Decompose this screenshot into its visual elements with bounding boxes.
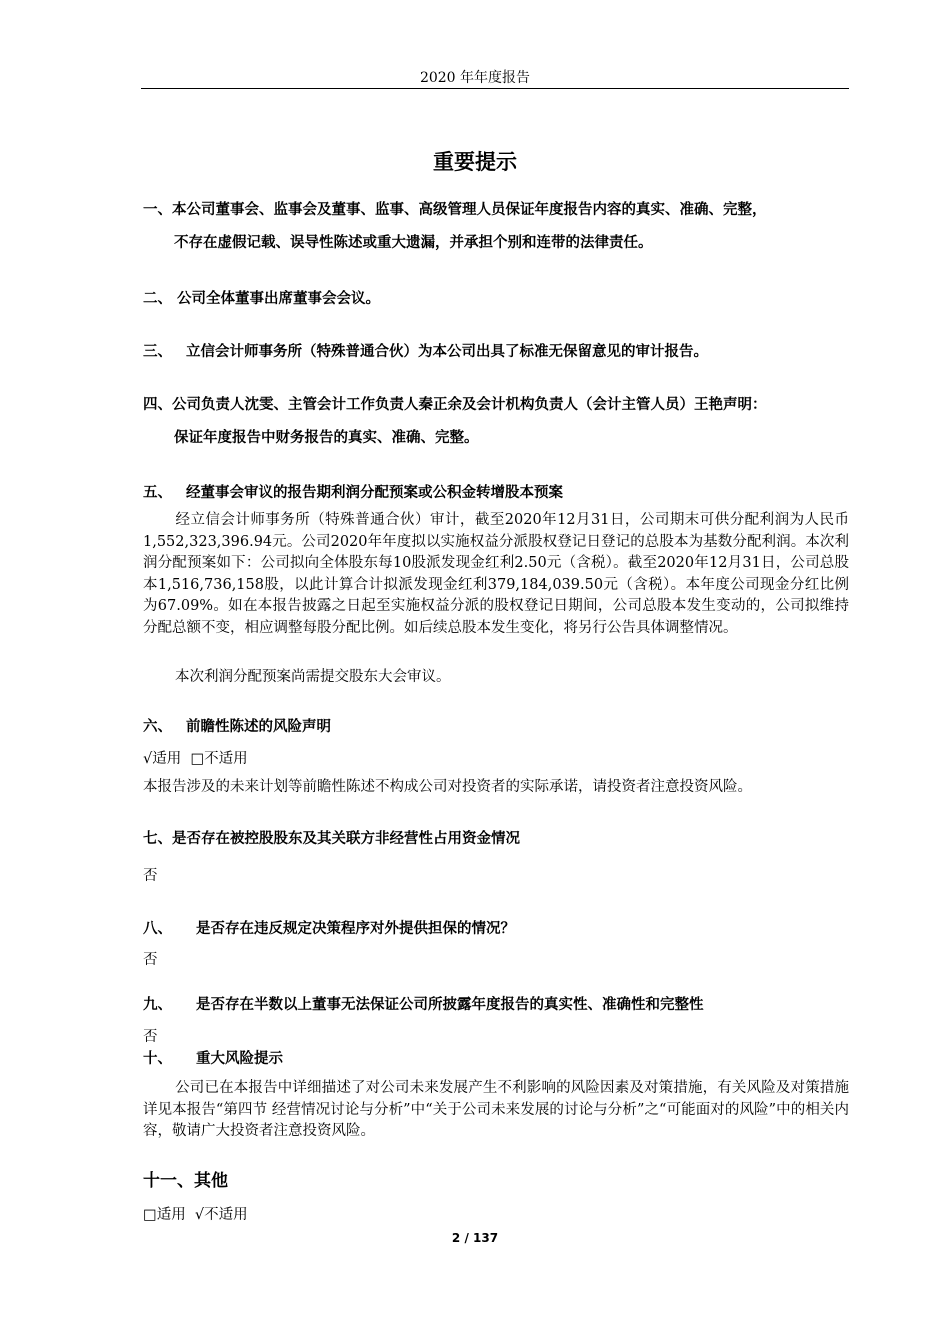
section-6-body: 本报告涉及的未来计划等前瞻性陈述不构成公司对投资者的实际承诺，请投资者注意投资风险。 <box>143 779 752 795</box>
section-10-body <box>143 1078 849 1143</box>
section-2-heading: 二、 公司全体董事出席董事会会议。 <box>143 291 381 307</box>
section-11-heading: 十一、其他 <box>143 1171 228 1191</box>
section-8-answer: 否 <box>143 952 158 968</box>
section-6-applicability: √适用 □不适用 <box>143 751 248 767</box>
page-title: 重要提示 <box>433 150 517 174</box>
section-4-line-2: 保证年度报告中财务报告的真实、准确、完整。 <box>174 430 479 446</box>
section-7-heading: 七、是否存在被控股股东及其关联方非经营性占用资金情况 <box>143 831 520 847</box>
section-5-body-2: 本次利润分配预案尚需提交股东大会审议。 <box>175 669 451 685</box>
section-11-applicability: □适用 √不适用 <box>143 1207 248 1223</box>
section-8-number: 八、 <box>143 921 172 937</box>
page-number: 2 / 137 <box>451 1231 499 1245</box>
section-6-number: 六、 <box>143 719 172 735</box>
section-4-line-1: 四、公司负责人沈雯、主管会计工作负责人秦正余及会计机构负责人（会计主管人员）王艳声明： <box>143 397 767 413</box>
section-6-heading: 前瞻性陈述的风险声明 <box>186 719 331 735</box>
section-8-heading: 是否存在违反规定决策程序对外提供担保的情况？ <box>196 921 515 937</box>
section-1-line-1: 一、本公司董事会、监事会及董事、监事、高级管理人员保证年度报告内容的真实、准确、完整， <box>143 202 767 218</box>
header-divider <box>141 88 849 89</box>
section-1-line-2: 不存在虚假记载、误导性陈述或重大遗漏，并承担个别和连带的法律责任。 <box>174 235 653 251</box>
section-10-body-text: 公司已在本报告中详细描述了对公司未来发展产生不利影响的风险因素及对策措施，有关风险及对策措施详见本报告“第四节 经营情况讨论与分析”中“关于公司未来发展的讨论与分析”之“可能面对的风险”中的相关内容，敬请广大投资者注意投资风险。 <box>143 1080 849 1139</box>
section-9-number: 九、 <box>143 997 172 1013</box>
section-3-number: 三、 <box>143 344 172 360</box>
section-10-heading: 重大风险提示 <box>196 1051 283 1067</box>
section-5-body <box>143 510 849 639</box>
section-9-answer: 否 <box>143 1029 158 1045</box>
section-9-heading: 是否存在半数以上董事无法保证公司所披露年度报告的真实性、准确性和完整性 <box>196 997 704 1013</box>
section-5-number: 五、 <box>143 485 172 501</box>
section-10-number: 十、 <box>143 1051 172 1067</box>
header-title: 2020 年年度报告 <box>419 70 531 86</box>
section-3-heading: 立信会计师事务所（特殊普通合伙）为本公司出具了标准无保留意见的审计报告。 <box>186 344 708 360</box>
section-7-answer: 否 <box>143 868 158 884</box>
section-5-body-text: 经立信会计师事务所（特殊普通合伙）审计，截至2020年12月31日，公司期末可供分配利润为人民币1,552,323,396.94元。公司2020年年度拟以实施权益分派股权登记日登记的总股本为基数分配利润。本次利润分配预案如下：公司拟向全体股东每10股派发现金红利2.50元（含税）。截至2020年12月31日，公司总股本1,516,736,158股，以此计算合计拟派发现金红利379,184,039.50元（含税）。本年度公司现金分红比例为67.09%。如在本报告披露之日起至实施权益分派的股权登记日期间，公司总股本发生变动的，公司拟维持分配总额不变，相应调整每股分配比例。如后续总股本发生变化，将另行公告具体调整情况。 <box>143 512 849 636</box>
section-5-heading: 经董事会审议的报告期利润分配预案或公积金转增股本预案 <box>186 485 563 501</box>
